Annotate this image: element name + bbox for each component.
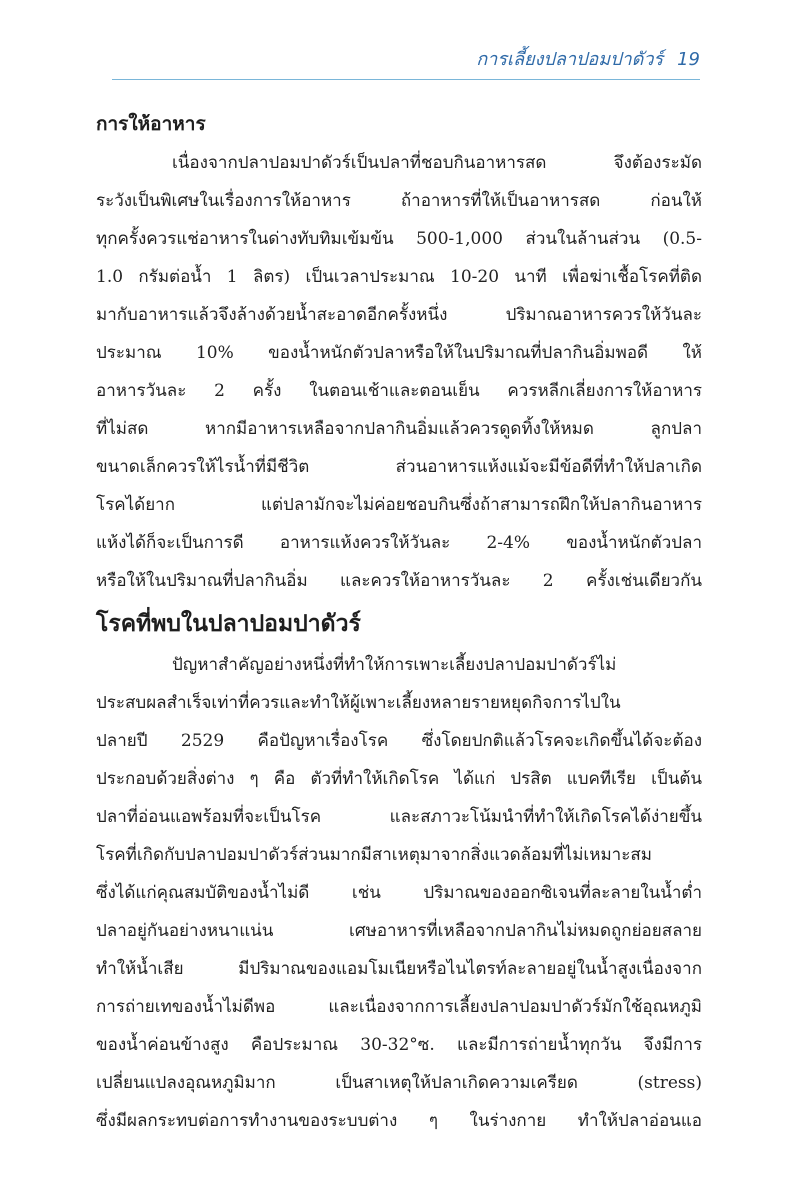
paragraph-line: ระวังเป็นพิเศษในเรื่องการให้อาหาร ถ้าอาหารที่ให้เป็นอาหารสด ก่อนให้ bbox=[96, 191, 702, 211]
paragraph-line: เนื่องจากปลาปอมปาดัวร์เป็นปลาที่ชอบกินอาหารสด จึงต้องระมัด bbox=[172, 153, 702, 173]
paragraph-line: ที่ไม่สด หากมีอาหารเหลือจากปลากินอิ่มแล้วควรดูดทิ้งให้หมด ลูกปลา bbox=[96, 419, 702, 439]
paragraph-line: ปลาอยู่กันอย่างหนาแน่น เศษอาหารที่เหลือจากปลากินไม่หมดถูกย่อยสลาย bbox=[96, 921, 702, 941]
paragraph-line: มากับอาหารแล้วจึงล้างด้วยน้ำสะอาดอีกครั้งหนึ่ง ปริมาณอาหารควรให้วันละ bbox=[96, 305, 702, 325]
paragraph-line: โรคได้ยาก แต่ปลามักจะไม่ค่อยชอบกินซึ่งถ้าสามารถฝึกให้ปลากินอาหาร bbox=[96, 495, 702, 515]
paragraph-line: อาหารวันละ 2 ครั้ง ในตอนเช้าและตอนเย็น ควรหลีกเลี่ยงการให้อาหาร bbox=[96, 381, 702, 401]
paragraph-line: แห้งได้ก็จะเป็นการดี อาหารแห้งควรให้วันละ 2-4% ของน้ำหนักตัวปลา bbox=[96, 533, 702, 553]
header-divider bbox=[112, 79, 700, 80]
paragraph-line: ประสบผลสำเร็จเท่าที่ควรและทำให้ผู้เพาะเลี้ยงหลายรายหยุดกิจการไปใน bbox=[96, 693, 621, 713]
paragraph-line: ซึ่งได้แก่คุณสมบัติของน้ำไม่ดี เช่น ปริมาณของออกซิเจนที่ละลายในน้ำต่ำ bbox=[96, 883, 702, 903]
paragraph-line: ทุกครั้งควรแช่อาหารในด่างทับทิมเข้มข้น 500-1,000 ส่วนในล้านส่วน (0.5- bbox=[96, 229, 702, 249]
page-body bbox=[96, 104, 702, 1140]
paragraph-line: 1.0 กรัมต่อน้ำ 1 ลิตร) เป็นเวลาประมาณ 10-20 นาที เพื่อฆ่าเชื้อโรคที่ติด bbox=[96, 267, 702, 287]
diseases-paragraph bbox=[96, 646, 702, 1140]
section-heading-diseases: โรคที่พบในปลาปอมปาดัวร์ bbox=[96, 610, 361, 637]
paragraph-line: โรคที่เกิดกับปลาปอมปาดัวร์ส่วนมากมีสาเหตุมาจากสิ่งแวดล้อมที่ไม่เหมาะสม bbox=[96, 845, 652, 865]
paragraph-line: หรือให้ในปริมาณที่ปลากินอิ่ม และควรให้อาหารวันละ 2 ครั้งเช่นเดียวกัน bbox=[96, 571, 702, 591]
paragraph-line: ของน้ำค่อนข้างสูง คือประมาณ 30-32°ซ. และมีการถ่ายน้ำทุกวัน จึงมีการ bbox=[96, 1035, 702, 1055]
paragraph-line: การถ่ายเทของน้ำไม่ดีพอ และเนื่องจากการเลี้ยงปลาปอมปาดัวร์มักใช้อุณหภูมิ bbox=[96, 997, 702, 1017]
header-title: การเลี้ยงปลาปอมปาดัวร์ bbox=[476, 49, 664, 70]
paragraph-line: ซึ่งมีผลกระทบต่อการทำงานของระบบต่าง ๆ ในร่างกาย ทำให้ปลาอ่อนแอ bbox=[96, 1111, 702, 1131]
paragraph-line: ปลายปี 2529 คือปัญหาเรื่องโรค ซึ่งโดยปกติแล้วโรคจะเกิดขึ้นได้จะต้อง bbox=[96, 731, 702, 751]
paragraph-line: เปลี่ยนแปลงอุณหภูมิมาก เป็นสาเหตุให้ปลาเกิดความเครียด (stress) bbox=[96, 1073, 702, 1093]
paragraph-line: ขนาดเล็กควรให้ไรน้ำที่มีชีวิต ส่วนอาหารแห้งแม้จะมีข้อดีที่ทำให้ปลาเกิด bbox=[96, 457, 702, 477]
feeding-paragraph bbox=[96, 144, 702, 600]
paragraph-line: ปัญหาสำคัญอย่างหนึ่งที่ทำให้การเพาะเลี้ยงปลาปอมปาดัวร์ไม่ bbox=[172, 655, 617, 675]
running-header bbox=[112, 44, 700, 74]
paragraph-line: ทำให้น้ำเสีย มีปริมาณของแอมโมเนียหรือไนไตรท์ละลายอยู่ในน้ำสูงเนื่องจาก bbox=[96, 959, 702, 979]
paragraph-line: ประกอบด้วยสิ่งต่าง ๆ คือ ตัวที่ทำให้เกิดโรค ได้แก่ ปรสิต แบคทีเรีย เป็นต้น bbox=[96, 769, 702, 789]
page-number: 19 bbox=[677, 49, 700, 70]
paragraph-line: ประมาณ 10% ของน้ำหนักตัวปลาหรือให้ในปริมาณที่ปลากินอิ่มพอดี ให้ bbox=[96, 343, 702, 363]
paragraph-line: ปลาที่อ่อนแอพร้อมที่จะเป็นโรค และสภาวะโน้มนำที่ทำให้เกิดโรคได้ง่ายขึ้น bbox=[96, 807, 702, 827]
section-heading-feeding: การให้อาหาร bbox=[96, 113, 206, 135]
